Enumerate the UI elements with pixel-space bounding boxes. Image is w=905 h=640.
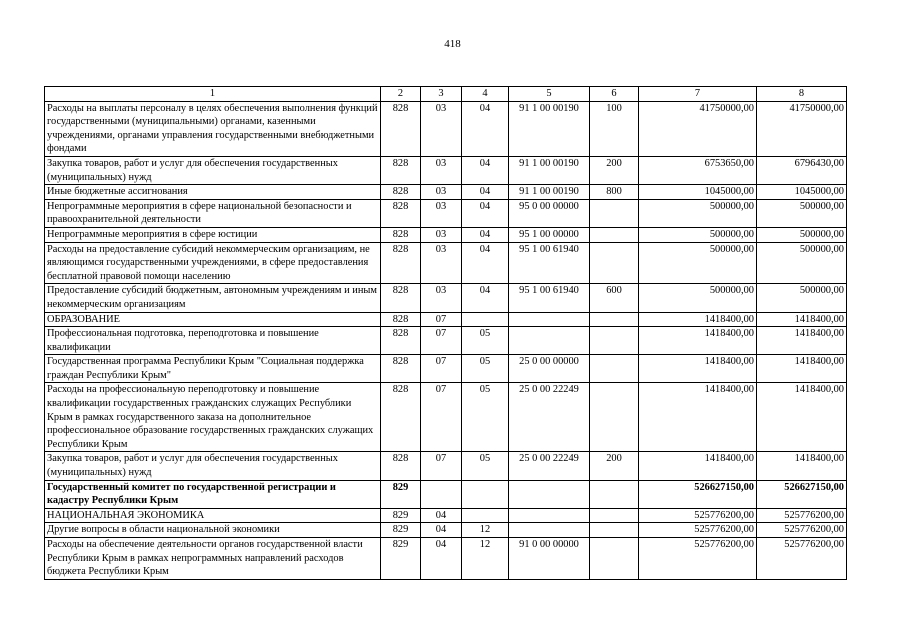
row-section-cell: 07 — [421, 312, 462, 327]
row-target-article-cell: 25 0 00 22249 — [509, 383, 590, 452]
row-amount-year2-cell: 41750000,00 — [757, 101, 847, 156]
table-row — [45, 101, 847, 156]
table-row — [45, 185, 847, 200]
table-row — [45, 508, 847, 523]
row-subsection-cell — [462, 480, 509, 508]
table-row — [45, 156, 847, 184]
row-expense-type-cell — [590, 523, 639, 538]
row-amount-year1-cell: 1045000,00 — [639, 185, 757, 200]
row-name-cell: Непрограммные мероприятия в сфере национальной безопасности и правоохранительной деятельности — [45, 199, 381, 227]
row-amount-year1-cell: 1418400,00 — [639, 355, 757, 383]
row-name-cell: НАЦИОНАЛЬНАЯ ЭКОНОМИКА — [45, 508, 381, 523]
row-amount-year1-cell: 1418400,00 — [639, 327, 757, 355]
row-target-article-cell: 95 0 00 00000 — [509, 199, 590, 227]
row-target-article-cell: 91 1 00 00190 — [509, 156, 590, 184]
row-name-cell: Иные бюджетные ассигнования — [45, 185, 381, 200]
row-ministry-code-cell: 828 — [381, 242, 421, 284]
row-subsection-cell: 05 — [462, 452, 509, 480]
row-subsection-cell: 05 — [462, 355, 509, 383]
row-target-article-cell — [509, 327, 590, 355]
row-amount-year1-cell: 1418400,00 — [639, 383, 757, 452]
row-ministry-code-cell: 828 — [381, 199, 421, 227]
row-ministry-code-cell: 828 — [381, 383, 421, 452]
header-cell: 2 — [381, 87, 421, 102]
row-name-cell: Непрограммные мероприятия в сфере юстиции — [45, 227, 381, 242]
table-row — [45, 284, 847, 312]
row-name-cell: Закупка товаров, работ и услуг для обеспечения государственных (муниципальных) нужд — [45, 452, 381, 480]
row-ministry-code-cell: 828 — [381, 327, 421, 355]
row-amount-year2-cell: 1418400,00 — [757, 355, 847, 383]
row-subsection-cell: 04 — [462, 227, 509, 242]
row-amount-year2-cell: 500000,00 — [757, 199, 847, 227]
header-cell: 7 — [639, 87, 757, 102]
row-expense-type-cell: 800 — [590, 185, 639, 200]
row-amount-year2-cell: 526627150,00 — [757, 480, 847, 508]
row-name-cell: Государственная программа Республики Крым "Социальная поддержка граждан Республики Крым" — [45, 355, 381, 383]
row-ministry-code-cell: 828 — [381, 355, 421, 383]
row-subsection-cell — [462, 312, 509, 327]
row-amount-year2-cell: 1045000,00 — [757, 185, 847, 200]
row-amount-year1-cell: 500000,00 — [639, 242, 757, 284]
row-target-article-cell: 91 1 00 00190 — [509, 101, 590, 156]
row-section-cell: 04 — [421, 523, 462, 538]
row-amount-year2-cell: 500000,00 — [757, 284, 847, 312]
row-name-cell: ОБРАЗОВАНИЕ — [45, 312, 381, 327]
header-cell: 8 — [757, 87, 847, 102]
row-amount-year1-cell: 1418400,00 — [639, 312, 757, 327]
row-section-cell: 07 — [421, 327, 462, 355]
table-header-row — [45, 87, 847, 102]
row-amount-year2-cell: 1418400,00 — [757, 327, 847, 355]
row-amount-year2-cell: 525776200,00 — [757, 523, 847, 538]
row-amount-year1-cell: 41750000,00 — [639, 101, 757, 156]
row-ministry-code-cell: 828 — [381, 227, 421, 242]
row-subsection-cell: 04 — [462, 199, 509, 227]
row-subsection-cell: 04 — [462, 185, 509, 200]
row-target-article-cell: 25 0 00 00000 — [509, 355, 590, 383]
table-row — [45, 327, 847, 355]
row-target-article-cell — [509, 480, 590, 508]
row-name-cell: Другие вопросы в области национальной экономики — [45, 523, 381, 538]
row-target-article-cell — [509, 508, 590, 523]
row-subsection-cell: 04 — [462, 242, 509, 284]
row-target-article-cell: 95 1 00 61940 — [509, 284, 590, 312]
row-name-cell: Предоставление субсидий бюджетным, автономным учреждениям и иным некоммерческим организациям — [45, 284, 381, 312]
row-section-cell: 03 — [421, 185, 462, 200]
row-amount-year1-cell: 500000,00 — [639, 227, 757, 242]
row-name-cell: Расходы на профессиональную переподготовку и повышение квалификации государственных гражданских служащих Республики Крым в рамках государственного заказа на дополнительное профессиональное образование государственных гражданских служащих Республики Крым — [45, 383, 381, 452]
row-amount-year1-cell: 525776200,00 — [639, 508, 757, 523]
row-section-cell — [421, 480, 462, 508]
row-amount-year2-cell: 500000,00 — [757, 242, 847, 284]
row-name-cell: Государственный комитет по государственной регистрации и кадастру Республики Крым — [45, 480, 381, 508]
row-subsection-cell: 04 — [462, 101, 509, 156]
row-expense-type-cell — [590, 312, 639, 327]
row-subsection-cell: 12 — [462, 523, 509, 538]
row-name-cell: Профессиональная подготовка, переподготовка и повышение квалификации — [45, 327, 381, 355]
row-target-article-cell: 95 1 00 00000 — [509, 227, 590, 242]
row-section-cell: 03 — [421, 284, 462, 312]
header-cell: 4 — [462, 87, 509, 102]
budget-table — [44, 86, 847, 580]
table-row — [45, 480, 847, 508]
row-ministry-code-cell: 828 — [381, 452, 421, 480]
row-section-cell: 03 — [421, 101, 462, 156]
table-row — [45, 199, 847, 227]
row-amount-year2-cell: 525776200,00 — [757, 508, 847, 523]
row-target-article-cell: 91 0 00 00000 — [509, 538, 590, 580]
row-section-cell: 03 — [421, 242, 462, 284]
row-amount-year2-cell: 1418400,00 — [757, 383, 847, 452]
row-amount-year1-cell: 525776200,00 — [639, 523, 757, 538]
row-amount-year2-cell: 525776200,00 — [757, 538, 847, 580]
row-name-cell: Расходы на предоставление субсидий некоммерческим организациям, не являющимся государственными учреждениями, в сфере предоставления бесплатной правовой помощи населению — [45, 242, 381, 284]
header-cell: 5 — [509, 87, 590, 102]
row-section-cell: 04 — [421, 538, 462, 580]
row-expense-type-cell — [590, 508, 639, 523]
row-expense-type-cell — [590, 227, 639, 242]
row-name-cell: Расходы на выплаты персоналу в целях обеспечения выполнения функций государственными (муниципальными) органами, казенными учреждениями, органами управления государственными внебюджетными фондами — [45, 101, 381, 156]
row-amount-year1-cell: 526627150,00 — [639, 480, 757, 508]
table-row — [45, 227, 847, 242]
row-section-cell: 04 — [421, 508, 462, 523]
row-expense-type-cell — [590, 327, 639, 355]
row-subsection-cell: 05 — [462, 327, 509, 355]
row-section-cell: 07 — [421, 452, 462, 480]
row-name-cell: Расходы на обеспечение деятельности органов государственной власти Республики Крым в рамках непрограммных направлений расходов бюджета Республики Крым — [45, 538, 381, 580]
header-cell: 1 — [45, 87, 381, 102]
row-section-cell: 03 — [421, 199, 462, 227]
row-amount-year2-cell: 500000,00 — [757, 227, 847, 242]
row-subsection-cell: 12 — [462, 538, 509, 580]
header-cell: 3 — [421, 87, 462, 102]
row-ministry-code-cell: 828 — [381, 185, 421, 200]
row-expense-type-cell — [590, 199, 639, 227]
row-name-cell: Закупка товаров, работ и услуг для обеспечения государственных (муниципальных) нужд — [45, 156, 381, 184]
table-row — [45, 242, 847, 284]
row-expense-type-cell: 600 — [590, 284, 639, 312]
row-subsection-cell: 05 — [462, 383, 509, 452]
row-amount-year2-cell: 6796430,00 — [757, 156, 847, 184]
table-row — [45, 312, 847, 327]
row-section-cell: 07 — [421, 383, 462, 452]
row-expense-type-cell: 200 — [590, 156, 639, 184]
row-subsection-cell — [462, 508, 509, 523]
row-ministry-code-cell: 828 — [381, 156, 421, 184]
row-expense-type-cell — [590, 480, 639, 508]
page-number: 418 — [444, 38, 461, 50]
row-ministry-code-cell: 829 — [381, 480, 421, 508]
row-ministry-code-cell: 829 — [381, 538, 421, 580]
table-row — [45, 452, 847, 480]
row-expense-type-cell: 200 — [590, 452, 639, 480]
table-row — [45, 355, 847, 383]
row-ministry-code-cell: 828 — [381, 284, 421, 312]
row-expense-type-cell — [590, 383, 639, 452]
row-section-cell: 03 — [421, 156, 462, 184]
row-amount-year1-cell: 500000,00 — [639, 284, 757, 312]
table-row — [45, 538, 847, 580]
row-subsection-cell: 04 — [462, 284, 509, 312]
row-ministry-code-cell: 829 — [381, 508, 421, 523]
row-expense-type-cell — [590, 242, 639, 284]
row-expense-type-cell — [590, 355, 639, 383]
row-amount-year1-cell: 525776200,00 — [639, 538, 757, 580]
row-section-cell: 07 — [421, 355, 462, 383]
header-cell: 6 — [590, 87, 639, 102]
row-ministry-code-cell: 829 — [381, 523, 421, 538]
row-amount-year1-cell: 1418400,00 — [639, 452, 757, 480]
table-row — [45, 523, 847, 538]
row-amount-year2-cell: 1418400,00 — [757, 452, 847, 480]
table-row — [45, 383, 847, 452]
row-target-article-cell — [509, 312, 590, 327]
row-subsection-cell: 04 — [462, 156, 509, 184]
row-target-article-cell: 25 0 00 22249 — [509, 452, 590, 480]
row-expense-type-cell — [590, 538, 639, 580]
row-target-article-cell: 91 1 00 00190 — [509, 185, 590, 200]
row-amount-year1-cell: 500000,00 — [639, 199, 757, 227]
row-target-article-cell — [509, 523, 590, 538]
row-ministry-code-cell: 828 — [381, 312, 421, 327]
row-section-cell: 03 — [421, 227, 462, 242]
row-target-article-cell: 95 1 00 61940 — [509, 242, 590, 284]
row-ministry-code-cell: 828 — [381, 101, 421, 156]
row-amount-year2-cell: 1418400,00 — [757, 312, 847, 327]
row-expense-type-cell: 100 — [590, 101, 639, 156]
row-amount-year1-cell: 6753650,00 — [639, 156, 757, 184]
